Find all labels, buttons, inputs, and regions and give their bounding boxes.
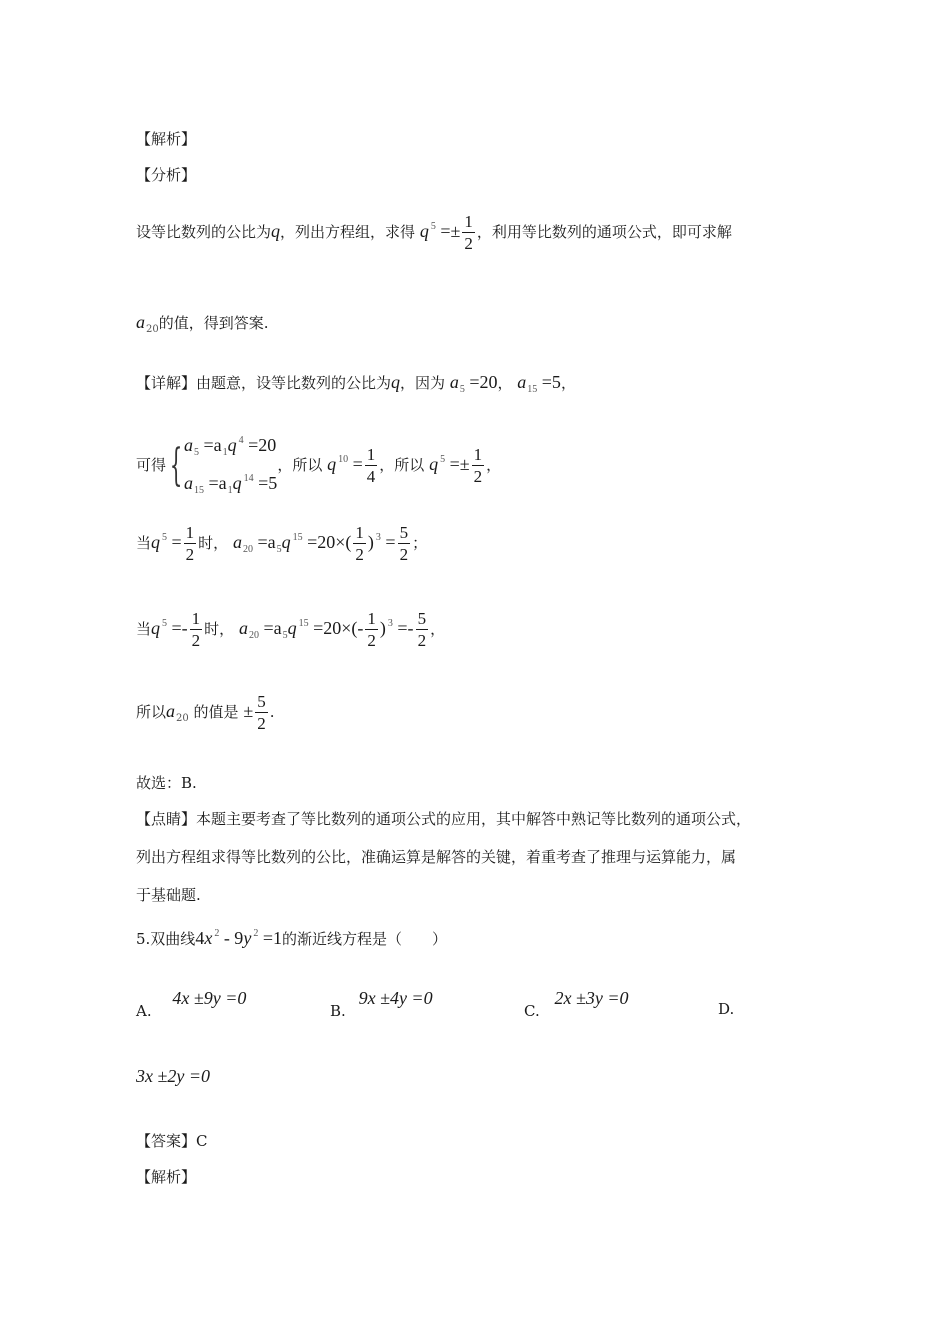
detail-result: 所以$a_{20}$ 的值是 ± $\frac{5}{2}$ . <box>136 692 275 734</box>
question-5-stem: 5.双曲线4x $^2$ - 9y $^2$ =1的渐近线方程是（ ） <box>136 928 447 948</box>
formula-result: ± $\frac{5}{2}$ <box>243 692 266 734</box>
formula-case2-cond: q $^5$ =- $\frac{1}{2}$ <box>151 609 201 651</box>
detail-label: 【详解】 <box>136 374 197 392</box>
option-c[interactable]: C. 2x ±3y =0 <box>524 988 629 1020</box>
formula-case2-value: $a_{20} =a_5q$ $^{15}$ =20×(- $\frac{1}{2}$ ) $^3$ =- $\frac{5}{2}$ <box>238 609 427 651</box>
formula-q5-pm: q $^5$ =± $\frac{1}{2}$ <box>429 445 483 487</box>
section-heading-breakdown: 【分析】 <box>136 166 197 184</box>
detail-case-positive: 当q $^5$ = $\frac{1}{2}$ 时， $a_{20} =a_5q$ $^{15}$ =20×( $\frac{1}{2}$ ) $^3$ = $\frac{5}{2}$ ； <box>136 523 428 565</box>
brace-icon: { <box>169 440 183 491</box>
formula-q5: q $^5$ =± $\frac{1}{2}$ <box>419 212 473 254</box>
formula-q10: q $^{10}$ = $\frac{1}{4}$ <box>327 445 376 487</box>
formula-case1-value: $a_{20} =a_5q$ $^{15}$ =20×( $\frac{1}{2}$ ) $^3$ = $\frac{5}{2}$ <box>232 523 409 565</box>
option-d-expression: 3x ±2y =0 <box>136 1066 211 1086</box>
analysis-line-1 <box>136 202 732 252</box>
detail-line-1: 【详解】由题意，设等比数列的公比为q，因为 $a_5 =20$， $a_{15} =5$， <box>136 372 576 395</box>
analysis-text: 的值，得到答案. <box>158 314 269 332</box>
comment-line-1: 【点睛】本题主要考查了等比数列的通项公式的应用，其中解答中熟记等比数列的通项公式， <box>136 810 752 828</box>
detail-line-system: 可得{ $a_5 =a_1q$ $^4$ =20 $a_{15} =a_1q$ $^{14}$ =5 ，所以 q $^{10}$ = $\frac{1}{4}$ ，所以 q $^5$ =± $\frac{1}{2}$ ， <box>136 428 501 486</box>
equation-system: $a_5 =a_1q$ $^4$ =20 $a_{15} =a_1q$ $^{14}$ =5 <box>184 435 278 496</box>
var-a: a <box>136 312 145 332</box>
option-a[interactable]: A. 4x ±9y =0 <box>136 988 247 1020</box>
formula-case1-cond: q $^5$ = $\frac{1}{2}$ <box>151 523 195 565</box>
section-heading-analysis: 【解析】 <box>136 130 197 148</box>
answer-line: 【答案】C <box>136 1132 208 1150</box>
option-b[interactable]: B. 9x ±4y =0 <box>330 988 433 1020</box>
analysis-line-2: $a_{20}$的值，得到答案. <box>136 312 269 335</box>
option-d[interactable]: D. <box>718 1000 735 1018</box>
formula-a5: $a_5 =20$ <box>449 372 498 395</box>
final-choice: 故选：B. <box>136 774 197 792</box>
analysis-text: ，列出方程组，求得 <box>280 223 416 241</box>
var-q: q <box>271 221 281 241</box>
comment-line-2: 列出方程组求得等比数列的公比，准确运算是解答的关键，着重考查了推理与运算能力，属 <box>136 848 737 866</box>
analysis-text: 设等比数列的公比为 <box>136 223 272 241</box>
formula-hyperbola: 4x $^2$ - 9y $^2$ =1 <box>195 928 282 948</box>
formula-a15: $a_{15} =5$ <box>517 372 561 395</box>
analysis-text: ，利用等比数列的通项公式，即可求解 <box>476 223 732 241</box>
detail-case-negative: 当q $^5$ =- $\frac{1}{2}$ 时， $a_{20} =a_5q$ $^{15}$ =20×(- $\frac{1}{2}$ ) $^3$ =- $\frac{5}{2}$ ， <box>136 609 446 651</box>
comment-line-3: 于基础题. <box>136 886 201 904</box>
section-heading-analysis-2: 【解析】 <box>136 1168 197 1186</box>
